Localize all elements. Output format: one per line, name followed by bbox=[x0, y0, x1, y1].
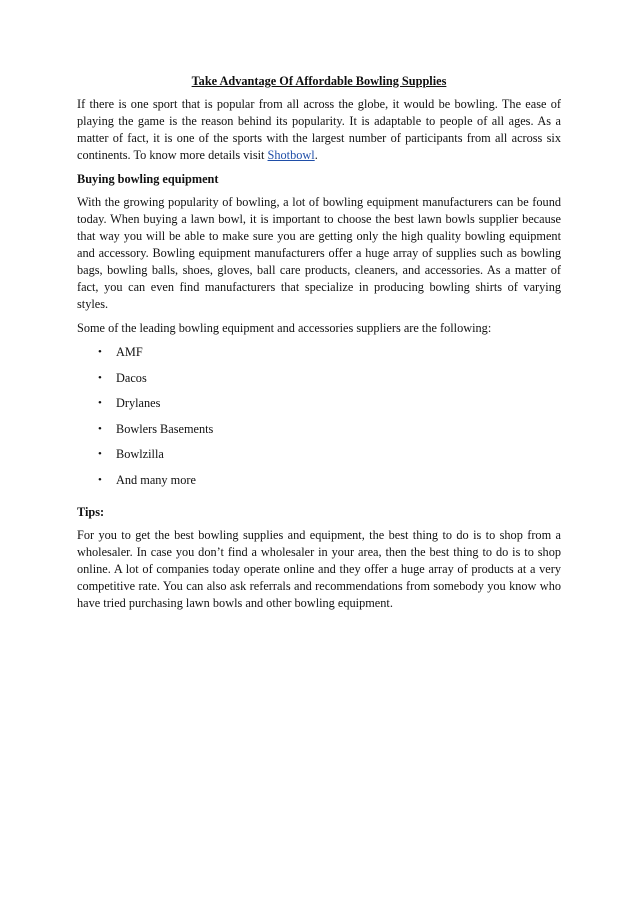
tips-paragraph: For you to get the best bowling supplies and equipment, the best thing to do is to shop from a wholesaler. In case you don’t find a wholesaler in your area, then the best thing to do is to shop online. A lot of companies today operate online and they offer a huge array of products at a very competitive rate. You can also ask referrals and recommendations from somebody you know who have tried purchasing lawn bowls and other bowling equipment. bbox=[77, 527, 561, 610]
intro-text: If there is one sport that is popular from all across the globe, it would be bowling. The ease of playing the game is the reason behind its popularity. It is adaptable to people of all ages. As a matter of fact, it is one of the sports with the largest number of participants from all across six continents. To know more details visit bbox=[77, 97, 561, 162]
list-item bbox=[77, 370, 561, 396]
suppliers-list bbox=[77, 344, 561, 498]
bullet-icon: • bbox=[98, 346, 102, 358]
intro-text-end: . bbox=[314, 148, 318, 162]
supplier-name: Bowlers Basements bbox=[116, 421, 214, 436]
list-item bbox=[77, 421, 561, 447]
bullet-icon: • bbox=[98, 448, 102, 461]
document-page bbox=[77, 73, 561, 619]
document-title: Take Advantage Of Affordable Bowling Supplies bbox=[191, 74, 447, 88]
list-item bbox=[77, 344, 561, 370]
section-heading-tips: Tips: bbox=[77, 504, 105, 519]
bullet-icon: • bbox=[98, 473, 102, 486]
suppliers-intro: Some of the leading bowling equipment and accessories suppliers are the following: bbox=[77, 321, 492, 335]
list-item bbox=[77, 395, 561, 421]
bullet-icon: • bbox=[98, 422, 102, 435]
shotbowl-link[interactable]: Shotbowl bbox=[267, 148, 315, 162]
list-item bbox=[77, 472, 561, 498]
supplier-name: AMF bbox=[116, 345, 143, 359]
bullet-icon: • bbox=[98, 397, 102, 410]
bullet-icon: • bbox=[98, 371, 102, 384]
section-heading-buying: Buying bowling equipment bbox=[77, 172, 219, 186]
intro-paragraph bbox=[77, 96, 561, 164]
list-item bbox=[77, 446, 561, 472]
buying-paragraph: With the growing popularity of bowling, a lot of bowling equipment manufacturers can be found today. When buying a lawn bowl, it is important to choose the best lawn bowls supplier because that way you will be able to make sure you are getting only the high quality bowling equipment and accessory. Bowling equipment manufacturers offer a huge array of supplies such as bowling bags, bowling balls, shoes, gloves, ball care products, cleaners, and accessories. As a matter of fact, you can even find manufacturers that specialize in producing bowling shirts of varying styles. bbox=[77, 195, 561, 311]
supplier-name: And many more bbox=[116, 472, 196, 487]
supplier-name: Drylanes bbox=[116, 396, 161, 411]
supplier-name: Bowlzilla bbox=[116, 447, 164, 462]
supplier-name: Dacos bbox=[116, 370, 147, 385]
